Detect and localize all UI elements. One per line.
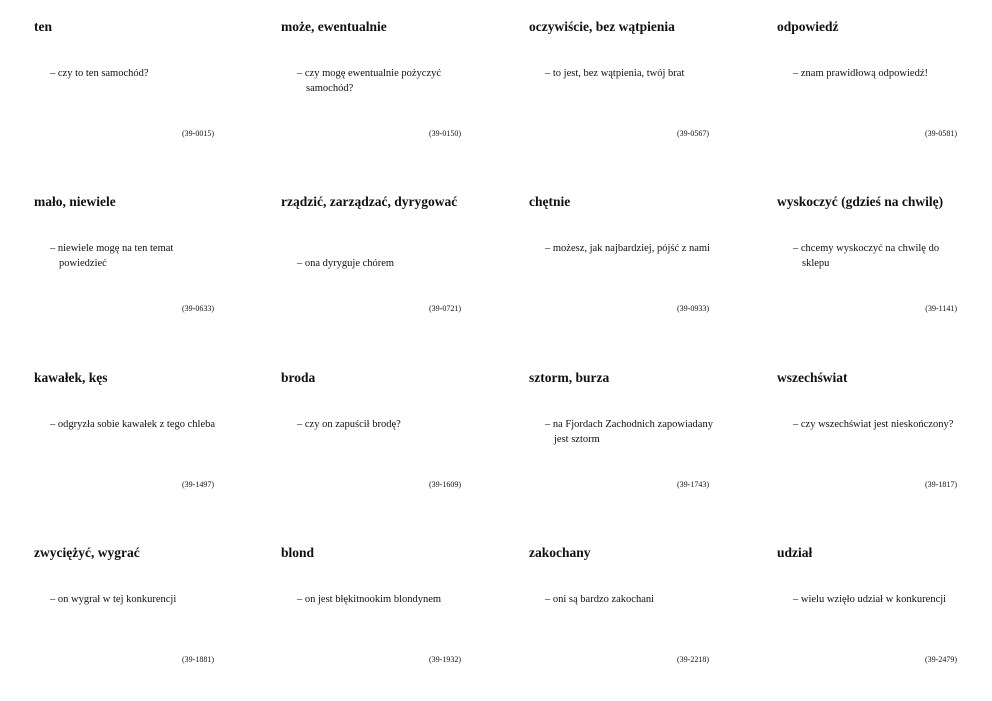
card-code: (39-1497): [182, 480, 214, 489]
card-term: sztorm, burza: [529, 370, 610, 385]
card-term: zakochany: [529, 545, 591, 560]
card-example: – możesz, jak najbardziej, pójść z nami: [545, 243, 711, 254]
card-example: – czy wszechświat jest nieskończony?: [793, 419, 954, 430]
card-term: broda: [281, 370, 316, 385]
card-code: (39-0721): [429, 304, 461, 313]
flashcard: [34, 545, 214, 675]
card-example: – on wygrał w tej konkurencji: [50, 594, 177, 605]
flashcard: [777, 19, 957, 149]
card-example: – czy mogę ewentualnie pożyczyć samochód?: [297, 68, 442, 94]
flashcard: [281, 19, 461, 149]
card-code: (39-2218): [677, 655, 709, 664]
card-term: wszechświat: [777, 370, 848, 385]
card-term: kawałek, kęs: [34, 370, 108, 385]
flashcard: [281, 194, 461, 324]
card-code: (39-0150): [429, 129, 461, 138]
card-example: – znam prawidłową odpowiedź!: [793, 68, 928, 79]
card-code: (39-1817): [925, 480, 957, 489]
flashcard: [529, 545, 709, 675]
flashcard: [34, 194, 214, 324]
card-example: – czy on zapuścił brodę?: [297, 419, 401, 430]
card-term: oczywiście, bez wątpienia: [529, 19, 675, 34]
card-example: – oni są bardzo zakochani: [545, 594, 655, 605]
card-code: (39-2479): [925, 655, 957, 664]
flashcard: [529, 194, 709, 324]
card-term: wyskoczyć (gdzieś na chwilę): [777, 194, 944, 209]
card-code: (39-1743): [677, 480, 709, 489]
card-term: rządzić, zarządzać, dyrygować: [281, 194, 458, 209]
card-term: ten: [34, 19, 52, 34]
card-term: chętnie: [529, 194, 571, 209]
card-code: (39-0581): [925, 129, 957, 138]
flashcard: [529, 370, 713, 500]
flashcard: [281, 545, 461, 675]
flashcard: [34, 19, 214, 149]
flashcard: [34, 370, 214, 500]
card-term: odpowiedź: [777, 19, 839, 34]
card-example: – wielu wzięło udział w konkurencji: [793, 594, 947, 605]
card-example: – na Fjordach Zachodnich zapowiadany jest sztorm: [545, 419, 713, 445]
card-term: mało, niewiele: [34, 194, 116, 209]
card-example: – chcemy wyskoczyć na chwilę do sklepu: [793, 243, 940, 269]
flashcard: [777, 370, 957, 500]
card-example: – odgryzła sobie kawałek z tego chleba: [50, 419, 216, 430]
card-example: – to jest, bez wątpienia, twój brat: [545, 68, 685, 79]
card-code: (39-1881): [182, 655, 214, 664]
flashcard: [777, 194, 957, 324]
card-example: – on jest błękitnookim blondynem: [297, 594, 442, 605]
flashcard: [777, 545, 957, 675]
card-code: (39-1141): [925, 304, 957, 313]
card-code: (39-1609): [429, 480, 461, 489]
card-example: – czy to ten samochód?: [50, 68, 149, 79]
card-code: (39-0567): [677, 129, 709, 138]
card-code: (39-0015): [182, 129, 214, 138]
card-term: zwyciężyć, wygrać: [34, 545, 140, 560]
card-code: (39-1932): [429, 655, 461, 664]
flashcard: [281, 370, 461, 500]
card-code: (39-0933): [677, 304, 709, 313]
card-example: – niewiele mogę na ten temat powiedzieć: [50, 243, 174, 269]
card-term: może, ewentualnie: [281, 19, 387, 34]
card-term: udział: [777, 545, 813, 560]
card-code: (39-0633): [182, 304, 214, 313]
card-example: – ona dyryguje chórem: [297, 258, 395, 269]
flashcard: [529, 19, 709, 149]
card-term: blond: [281, 545, 315, 560]
